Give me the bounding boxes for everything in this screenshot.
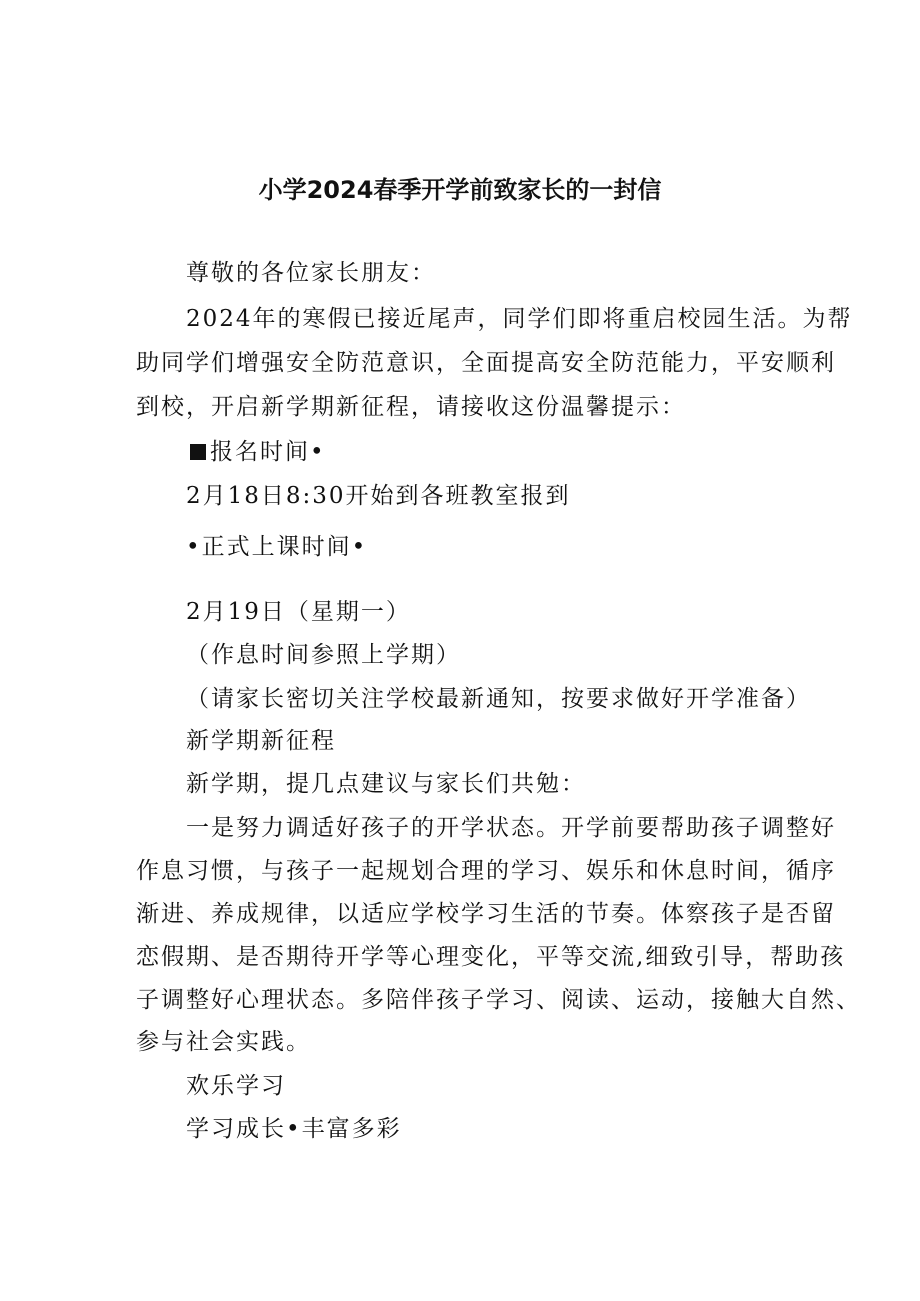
- section-intro: 新学期，提几点建议与家长们共勉：: [186, 771, 586, 797]
- registration-detail: 2月18日8:30开始到各班教室报到: [186, 483, 571, 509]
- class-start-date: 2月19日（星期一）: [186, 599, 411, 625]
- registration-heading: 报名时间•: [210, 439, 326, 465]
- salutation: 尊敬的各位家长朋友：: [186, 260, 436, 286]
- notice-note: （请家长密切关注学校最新通知，按要求做好开学准备）: [186, 686, 811, 712]
- black-square-icon: [190, 444, 206, 460]
- intro-line-2: 助同学们增强安全防范意识，全面提高安全防范能力，平安顺利: [136, 350, 836, 376]
- point-one-line-1: 一是努力调适好孩子的开学状态。开学前要帮助孩子调整好: [186, 815, 836, 841]
- heading-happy-learning: 欢乐学习: [186, 1073, 286, 1099]
- point-one-line-5: 子调整好心理状态。多陪伴孩子学习、阅读、运动，接触大自然、: [136, 987, 861, 1013]
- schedule-note: （作息时间参照上学期）: [186, 642, 461, 668]
- point-one-line-6: 参与社会实践。: [136, 1029, 311, 1055]
- registration-heading-row: [190, 436, 326, 468]
- page-title: 小学2024春季开学前致家长的一封信: [258, 176, 662, 204]
- point-one-line-4: 恋假期、是否期待开学等心理变化，平等交流,细致引导，帮助孩: [136, 944, 846, 970]
- intro-line-1: 2024年的寒假已接近尾声，同学们即将重启校园生活。为帮: [186, 306, 853, 332]
- intro-line-3: 到校，开启新学期新征程，请接收这份温馨提示：: [136, 394, 686, 420]
- point-one-line-2: 作息习惯，与孩子一起规划合理的学习、娱乐和休息时间，循序: [136, 858, 836, 884]
- heading-learning-growth: 学习成长•丰富多彩: [186, 1116, 402, 1142]
- section-heading: 新学期新征程: [186, 728, 336, 754]
- class-time-heading: •正式上课时间•: [186, 534, 368, 560]
- point-one-line-3: 渐进、养成规律，以适应学校学习生活的节奏。体察孩子是否留: [136, 901, 836, 927]
